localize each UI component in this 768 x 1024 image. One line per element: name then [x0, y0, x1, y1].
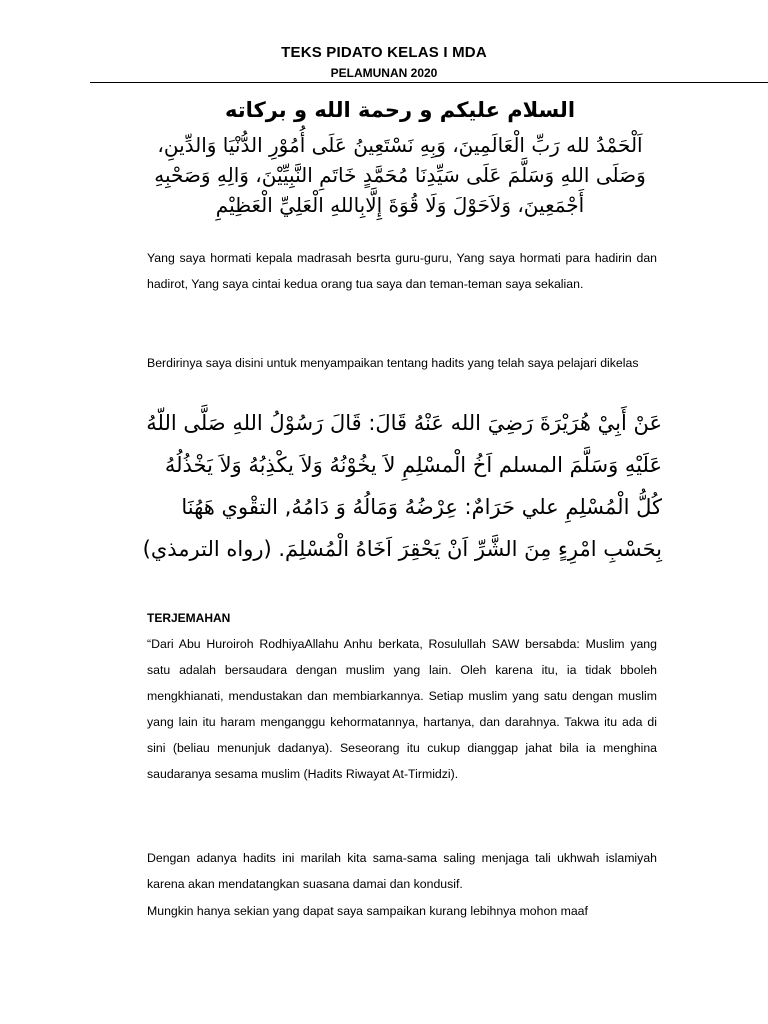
translation-heading: TERJEMAHAN [147, 611, 231, 625]
document-subtitle: PELAMUNAN 2020 [330, 66, 438, 80]
header-divider [90, 82, 768, 83]
intro-paragraph: Berdirinya saya disini untuk menyampaikan tentang hadits yang telah saya pelajari dikelas [147, 356, 639, 370]
closing-paragraph: Dengan adanya hadits ini marilah kita sama-sama saling menjaga tali ukhwah islamiyah karena akan mendatangkan suasana damai dan kondusif. [147, 851, 657, 891]
document-title: TEKS PIDATO KELAS I MDA [281, 44, 487, 61]
greeting-paragraph: Yang saya hormati kepala madrasah besrta guru-guru, Yang saya hormati para hadirin dan hadirot, Yang saya cintai kedua orang tua saya dan teman-teman saya sekalian. [147, 251, 657, 291]
translation-paragraph: “Dari Abu Huroiroh RodhiyaAllahu Anhu berkata, Rosulullah SAW bersabda: Muslim yang satu adalah bersaudara dengan muslim yang lain. Oleh karena itu, ia tidak bboleh mengkhianati, mendustakan dan membiarkannya. Setiap muslim yang satu dengan muslim yang lain itu haram menganggu kehormatannya, hartanya, dan darahnya. Takwa itu ada di sini (beliau menunjuk dadanya). Seseorang itu cukup dianggap jahat bila ia menghina saudaranya sesama muslim (Hadits Riwayat At-Tirmidzi). [147, 637, 657, 781]
closing-apology: Mungkin hanya sekian yang dapat saya sampaikan kurang lebihnya mohon maaf [147, 904, 588, 918]
arabic-hadith: عَنْ أَبِيْ هُرَيْرَةَ رَضِيَ الله عَنْهُ قَالَ: قَالَ رَسُوْلُ اللهِ صَلَّى اللّهُ عَلَيْهِ وَسَلَّمَ المسلم اَخُ الْمسْلِمِ لاَ يخُوْنُهُ وَلاَ يكْذِبُهُ وَلاَ يَخْذُلُهُ كُلُّ الْمُسْلِمِ علي حَرَامٌ: عِرْضُهُ وَمَالُهُ وَ دَامُهُ, التقْوي هَهُنَا بِحَسْبِ امْرِءٍ مِنَ الشَّرِّ اَنْ يَحْقِرَ اَخَاهُ الْمُسْلِمَ. (رواه الترمذي) [142, 411, 662, 561]
arabic-salam: السلام عليكم و رحمة الله و بركاته [224, 98, 576, 122]
arabic-opening-prayer: اَلْحَمْدُ لله رَبِّ الْعَالَمِينَ، وَبِهِ نَسْتَعِينُ عَلَى أُمُوْرِ الدُّنْيَا وَالدِّينِ، وَصَلَى اللهِ وَسَلَّمَ عَلَى سَيِّدِنَا مُحَمَّدٍ خَاتَمِ النَّبِيِّيْنَ، وَالِهِ وَصَحْبِهِ أَجْمَعِينَ، وَلاَحَوْلَ وَلَا قُوَةَ إِلَّابِاللهِ الْعَلِيِّ الْعَظِيْمِ [154, 133, 646, 217]
